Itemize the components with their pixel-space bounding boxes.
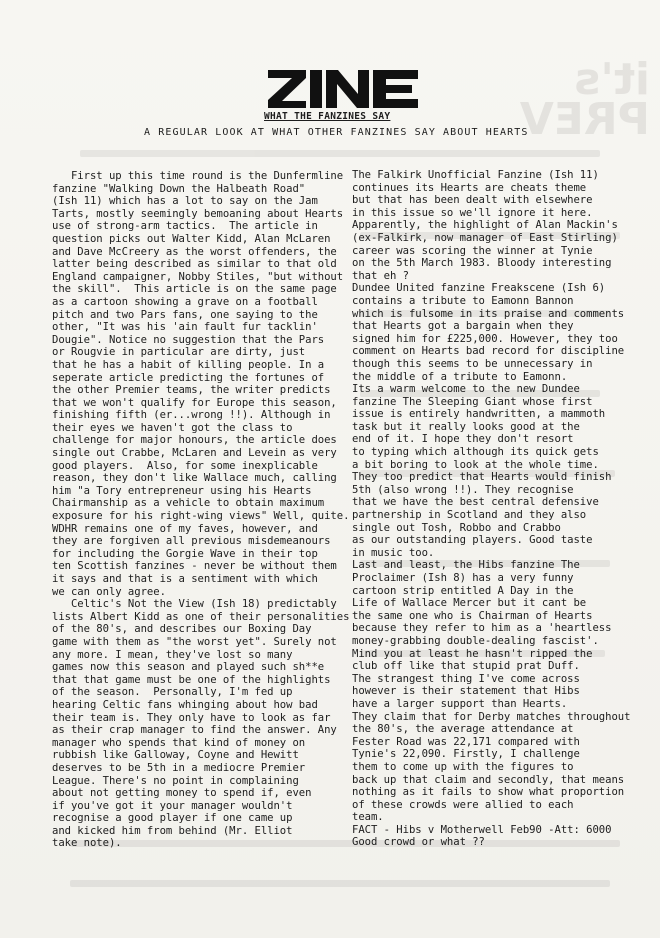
- right-column: [352, 169, 652, 849]
- text-line: the same one who is Chairman of Hearts: [352, 609, 593, 622]
- text-line: of these crowds were allied to each: [352, 798, 574, 811]
- text-line: Last and least, the Hibs fanzine The: [352, 559, 580, 572]
- text-line: question picks out Walter Kidd, Alan McLaren: [52, 232, 331, 245]
- text-line: their team is. They only have to look as far: [52, 711, 331, 724]
- zine-logo: [266, 68, 420, 110]
- text-line: that that game must be one of the highlights: [52, 673, 331, 686]
- text-line: the other Premier teams, the writer predicts: [52, 384, 331, 397]
- text-line: pitch and two Pars fans, one saying to the: [52, 308, 318, 321]
- text-line: cartoon strip entitled A Day in the: [352, 584, 574, 597]
- text-line: of the season. Personally, I'm fed up: [52, 686, 293, 699]
- text-line: that we have the best central defensive: [352, 496, 599, 509]
- text-line: nothing as it fails to show what proportion: [352, 786, 625, 799]
- text-line: (ex-Falkirk, now manager of East Stirling): [352, 231, 618, 244]
- text-line: that eh ?: [352, 269, 409, 282]
- text-line: any more. I mean, they've lost so many: [52, 648, 293, 661]
- text-line: continues its Hearts are cheats theme: [352, 181, 587, 194]
- text-line: to typing which although its quick gets: [352, 446, 599, 459]
- text-line: games now this season and played such sh**e: [52, 661, 325, 674]
- text-line: deserves to be 5th in a mediocre Premier: [52, 761, 306, 774]
- text-line: and kicked him from behind (Mr. Elliot: [52, 824, 293, 837]
- text-line: but that has been dealt with elsewhere: [352, 194, 593, 207]
- text-line: their eyes we haven't got the class to: [52, 421, 293, 434]
- text-line: because they refer to him as a 'heartless: [352, 622, 612, 635]
- text-line: They claim that for Derby matches throughout: [352, 710, 631, 723]
- text-line: Dougie". Notice no suggestion that the Pars: [52, 333, 325, 346]
- text-line: game with them as "the worst yet". Surely not: [52, 635, 337, 648]
- text-line: ten Scottish fanzines - never be without them: [52, 560, 337, 573]
- text-line: they are forgiven all previous misdemeanours: [52, 535, 331, 548]
- text-line: and Dave McCreery as the worst offenders, the: [52, 245, 337, 258]
- text-line: as their crap manager to find the answer. Any: [52, 724, 337, 737]
- text-line: single out Tosh, Robbo and Crabbo: [352, 521, 561, 534]
- text-line: single out Crabbe, McLaren and Levein as very: [52, 447, 337, 460]
- text-line: Apparently, the highlight of Alan Mackin's: [352, 219, 618, 232]
- text-line: in music too.: [352, 546, 435, 559]
- text-line: rubbish like Galloway, Coyne and Hewitt: [52, 749, 299, 762]
- text-line: the 80's, the average attendance at: [352, 723, 574, 736]
- text-line: Fester Road was 22,171 compared with: [352, 735, 580, 748]
- text-line: reason, they don't like Wallace much, calling: [52, 472, 337, 485]
- text-line: WDHR remains one of my faves, however, and: [52, 522, 318, 535]
- text-line: however is their statement that Hibs: [352, 685, 580, 698]
- zine-logo-graphic: [266, 68, 420, 110]
- text-line: as our outstanding players. Good taste: [352, 534, 593, 547]
- text-line: Dundee United fanzine Freakscene (Ish 6): [352, 282, 606, 295]
- text-line: England campaigner, Nobby Stiles, "but without: [52, 270, 344, 283]
- text-line: comment on Hearts bad record for discipline: [352, 345, 625, 358]
- text-line: partnership in Scotland and they also: [352, 509, 587, 522]
- text-line: They too predict that Hearts would finish: [352, 471, 612, 484]
- text-line: it says and that is a sentiment with which: [52, 573, 318, 585]
- text-line: hearing Celtic fans whinging about how bad: [52, 698, 318, 711]
- text-line: them to come up with the figures to: [352, 760, 574, 773]
- text-line: good players. Also, for some inexplicable: [52, 459, 318, 472]
- text-line: latter being described as similar to that old: [52, 258, 337, 271]
- left-column: [52, 170, 350, 850]
- text-line: that he has a habit of killing people. In a: [52, 358, 325, 371]
- text-line: fanzine The Sleeping Giant whose first: [352, 395, 593, 408]
- text-line: (Ish 11) which has a lot to say on the Jam: [52, 195, 318, 208]
- text-line: as a cartoon showing a grave on a football: [52, 295, 318, 308]
- text-line: for including the Gorgie Wave in their top: [52, 547, 318, 560]
- text-line: exposure for his right-wing views" Well, quite.: [52, 510, 350, 523]
- text-line: recognise a good player if one came up: [52, 812, 293, 825]
- text-line: that Hearts got a bargain when they: [352, 320, 574, 333]
- text-line: the skill". This article is on the same page: [52, 283, 337, 296]
- text-line: that we won't qualify for Europe this season,: [52, 396, 337, 409]
- text-line: challenge for major honours, the article does: [52, 434, 337, 447]
- text-line: team.: [352, 811, 384, 824]
- text-line: fanzine "Walking Down the Halbeath Road": [52, 182, 306, 195]
- text-line: manager who spends that kind of money on: [52, 736, 306, 749]
- text-line: career was scoring the winner at Tynie: [352, 244, 593, 257]
- text-line: Tynie's 22,090. Firstly, I challenge: [352, 748, 580, 761]
- text-line: or Rougvie in particular are dirty, just: [52, 346, 306, 359]
- text-line: though this seems to be unnecessary in: [352, 357, 593, 370]
- text-line: Its a warm welcome to the new Dundee: [352, 383, 580, 396]
- text-line: use of strong-arm tactics. The article in: [52, 220, 318, 233]
- text-line: money-grabbing double-dealing fascist'.: [352, 634, 599, 647]
- masthead-tagline: A REGULAR LOOK AT WHAT OTHER FANZINES SAY ABOUT HEARTS: [144, 127, 529, 138]
- text-line: Good crowd or what ??: [352, 836, 485, 849]
- text-line: Mind you at least he hasn't ripped the: [352, 647, 593, 660]
- text-line: of the 80's, and describes our Boxing Day: [52, 623, 312, 636]
- text-line: signed him for £225,000. However, they too: [352, 332, 618, 345]
- text-line: finishing fifth (er...wrong !!). Although in: [52, 409, 331, 422]
- text-line: have a larger support than Hearts.: [352, 697, 568, 710]
- ghost-heading: it's PREV: [519, 54, 650, 145]
- masthead-subtitle: WHAT THE FANZINES SAY: [264, 111, 391, 122]
- text-line: 5th (also wrong !!). They recognise: [352, 483, 574, 496]
- text-line: lists Albert Kidd as one of their personalities: [52, 610, 350, 623]
- text-line: The Falkirk Unofficial Fanzine (Ish 11): [352, 169, 599, 181]
- text-line: him "a Tory entrepreneur using his Hearts: [52, 484, 312, 497]
- text-line: FACT - Hibs v Motherwell Feb90 -Att: 6000: [352, 823, 612, 836]
- text-line: we can only agree.: [52, 585, 166, 598]
- text-line: task but it really looks good at the: [352, 420, 580, 433]
- text-line: if you've got it your manager wouldn't: [52, 799, 293, 812]
- text-line: take note).: [52, 837, 122, 850]
- text-line: Tarts, mostly seemingly bemoaning about Hearts: [52, 207, 344, 220]
- text-line: League. There's no point in complaining: [52, 774, 299, 787]
- text-line: Life of Wallace Mercer but it cant be: [352, 597, 587, 610]
- text-line: Chairmanship as a vehicle to obtain maximum: [52, 497, 325, 510]
- text-line: seperate article predicting the fortunes of: [52, 371, 325, 384]
- text-line: other, "It was his 'ain fault fur tacklin': [52, 321, 318, 334]
- text-line: club off like that stupid prat Duff.: [352, 660, 580, 673]
- text-line: in this issue so we'll ignore it here.: [352, 206, 593, 219]
- text-line: on the 5th March 1983. Bloody interesting: [352, 257, 612, 270]
- text-line: issue is entirely handwritten, a mammoth: [352, 408, 606, 421]
- text-line: contains a tribute to Eamonn Bannon: [352, 294, 574, 307]
- text-line: the middle of a tribute to Eamonn.: [352, 370, 568, 383]
- text-line: end of it. I hope they don't resort: [352, 433, 574, 446]
- text-line: back up that claim and secondly, that means: [352, 773, 625, 786]
- text-line: a bit boring to look at the whole time.: [352, 458, 599, 471]
- text-line: about not getting money to spend if, even: [52, 787, 312, 800]
- text-line: First up this time round is the Dunfermline: [52, 170, 344, 182]
- text-line: The strangest thing I've come across: [352, 672, 580, 685]
- text-line: which is fulsome in its praise and comments: [352, 307, 625, 320]
- text-line: Proclaimer (Ish 8) has a very funny: [352, 572, 574, 584]
- text-line: Celtic's Not the View (Ish 18) predictably: [52, 598, 337, 611]
